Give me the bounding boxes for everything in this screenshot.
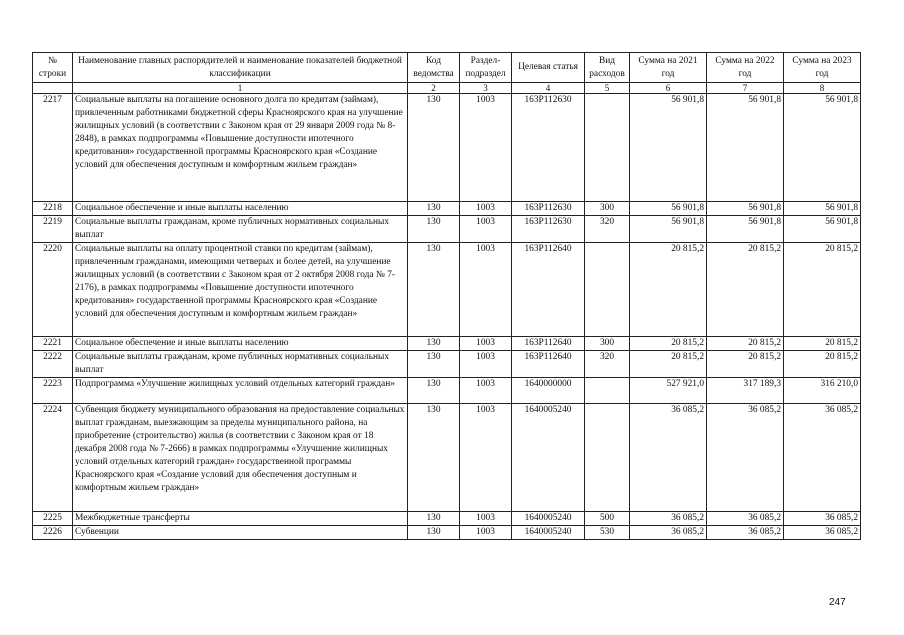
row-section: 1003 bbox=[460, 337, 512, 351]
row-expense-type bbox=[585, 94, 630, 202]
table-row bbox=[33, 216, 861, 243]
row-expense-type: 320 bbox=[585, 351, 630, 378]
row-target-article: 1640005240 bbox=[512, 526, 585, 540]
row-sum-2022: 20 815,2 bbox=[707, 243, 784, 337]
table-row bbox=[33, 404, 861, 512]
column-number: 4 bbox=[512, 83, 585, 94]
row-sum-2022: 56 901,8 bbox=[707, 216, 784, 243]
row-expense-type: 320 bbox=[585, 216, 630, 243]
row-expense-type: 500 bbox=[585, 512, 630, 526]
row-sum-2022: 36 085,2 bbox=[707, 512, 784, 526]
row-name: Социальные выплаты на оплату процентной ставки по кредитам (займам), привлеченным гражданами, имеющими четверых и более детей, на улучшение жилищных условий (в соответствии с Законом края от 2 октября 2008 года № 7-2176), в рамках подпрограммы «Повышение доступности ипотечного кредитования» государственной программы Красноярского края «Создание условий для обеспечения доступным и комфортным жильем граждан» bbox=[73, 243, 408, 337]
row-name: Социальное обеспечение и иные выплаты населению bbox=[73, 202, 408, 216]
row-sum-2021: 36 085,2 bbox=[630, 526, 707, 540]
row-number: 2222 bbox=[33, 351, 73, 378]
header-row-number: № строки bbox=[33, 53, 73, 83]
row-expense-type: 530 bbox=[585, 526, 630, 540]
header-sum-2021: Сумма на 2021 год bbox=[630, 53, 707, 83]
row-section: 1003 bbox=[460, 351, 512, 378]
header-section: Раздел-подраздел bbox=[460, 53, 512, 83]
row-section: 1003 bbox=[460, 216, 512, 243]
row-name: Подпрограмма «Улучшение жилищных условий отдельных категорий граждан» bbox=[73, 378, 408, 404]
row-department-code: 130 bbox=[408, 378, 460, 404]
column-number: 1 bbox=[73, 83, 408, 94]
row-department-code: 130 bbox=[408, 202, 460, 216]
row-expense-type bbox=[585, 404, 630, 512]
row-sum-2021: 36 085,2 bbox=[630, 512, 707, 526]
row-name: Социальное обеспечение и иные выплаты населению bbox=[73, 337, 408, 351]
table-row bbox=[33, 378, 861, 404]
row-number: 2224 bbox=[33, 404, 73, 512]
table-row bbox=[33, 243, 861, 337]
row-sum-2021: 20 815,2 bbox=[630, 351, 707, 378]
row-number: 2219 bbox=[33, 216, 73, 243]
row-name: Социальные выплаты гражданам, кроме публичных нормативных социальных выплат bbox=[73, 351, 408, 378]
row-expense-type: 300 bbox=[585, 202, 630, 216]
header-expense-type: Вид расходов bbox=[585, 53, 630, 83]
row-section: 1003 bbox=[460, 404, 512, 512]
row-department-code: 130 bbox=[408, 526, 460, 540]
table-row bbox=[33, 512, 861, 526]
row-sum-2022: 20 815,2 bbox=[707, 351, 784, 378]
row-number: 2225 bbox=[33, 512, 73, 526]
row-department-code: 130 bbox=[408, 404, 460, 512]
row-department-code: 130 bbox=[408, 337, 460, 351]
row-sum-2022: 56 901,8 bbox=[707, 94, 784, 202]
row-sum-2022: 36 085,2 bbox=[707, 526, 784, 540]
row-target-article: 163P112630 bbox=[512, 202, 585, 216]
row-section: 1003 bbox=[460, 526, 512, 540]
row-department-code: 130 bbox=[408, 216, 460, 243]
row-sum-2021: 527 921,0 bbox=[630, 378, 707, 404]
row-sum-2022: 56 901,8 bbox=[707, 202, 784, 216]
row-name: Социальные выплаты на погашение основного долга по кредитам (займам), привлеченным работниками бюджетной сферы Красноярского края на улучшение жилищных условий (в соответствии с Законом края от 29 января 2009 года № 8-2848), в рамках подпрограммы «Повышение доступности ипотечного кредитования» государственной программы Красноярского края «Создание условий для обеспечения доступным и комфортным жильем граждан» bbox=[73, 94, 408, 202]
table-row bbox=[33, 202, 861, 216]
row-department-code: 130 bbox=[408, 243, 460, 337]
row-sum-2023: 36 085,2 bbox=[784, 512, 861, 526]
column-number: 3 bbox=[460, 83, 512, 94]
row-department-code: 130 bbox=[408, 351, 460, 378]
column-number bbox=[33, 83, 73, 94]
column-number: 6 bbox=[630, 83, 707, 94]
row-sum-2023: 36 085,2 bbox=[784, 404, 861, 512]
row-target-article: 1640000000 bbox=[512, 378, 585, 404]
row-number: 2223 bbox=[33, 378, 73, 404]
row-sum-2021: 56 901,8 bbox=[630, 216, 707, 243]
row-section: 1003 bbox=[460, 378, 512, 404]
row-sum-2021: 36 085,2 bbox=[630, 404, 707, 512]
header-sum-2022: Сумма на 2022 год bbox=[707, 53, 784, 83]
row-number: 2217 bbox=[33, 94, 73, 202]
column-number: 8 bbox=[784, 83, 861, 94]
row-name: Социальные выплаты гражданам, кроме публичных нормативных социальных выплат bbox=[73, 216, 408, 243]
row-section: 1003 bbox=[460, 243, 512, 337]
row-sum-2022: 20 815,2 bbox=[707, 337, 784, 351]
row-sum-2022: 317 189,3 bbox=[707, 378, 784, 404]
row-expense-type: 300 bbox=[585, 337, 630, 351]
row-number: 2226 bbox=[33, 526, 73, 540]
row-section: 1003 bbox=[460, 202, 512, 216]
row-number: 2220 bbox=[33, 243, 73, 337]
column-number: 5 bbox=[585, 83, 630, 94]
row-target-article: 163P112640 bbox=[512, 243, 585, 337]
row-target-article: 1640005240 bbox=[512, 512, 585, 526]
row-expense-type bbox=[585, 378, 630, 404]
row-sum-2021: 56 901,8 bbox=[630, 94, 707, 202]
column-number-row bbox=[33, 83, 861, 94]
row-department-code: 130 bbox=[408, 94, 460, 202]
row-sum-2023: 56 901,8 bbox=[784, 202, 861, 216]
column-number: 7 bbox=[707, 83, 784, 94]
row-name: Межбюджетные трансферты bbox=[73, 512, 408, 526]
row-section: 1003 bbox=[460, 512, 512, 526]
table-row bbox=[33, 94, 861, 202]
row-sum-2023: 36 085,2 bbox=[784, 526, 861, 540]
row-sum-2023: 56 901,8 bbox=[784, 94, 861, 202]
row-sum-2021: 20 815,2 bbox=[630, 243, 707, 337]
row-sum-2022: 36 085,2 bbox=[707, 404, 784, 512]
row-sum-2023: 20 815,2 bbox=[784, 337, 861, 351]
row-target-article: 163P112630 bbox=[512, 94, 585, 202]
row-target-article: 163P112640 bbox=[512, 351, 585, 378]
header-target-article: Целевая статья bbox=[512, 53, 585, 83]
budget-table bbox=[32, 52, 861, 540]
header-name: Наименование главных распорядителей и наименование показателей бюджетной классификации bbox=[73, 53, 408, 83]
row-target-article: 1640005240 bbox=[512, 404, 585, 512]
column-number: 2 bbox=[408, 83, 460, 94]
header-department-code: Код ведомства bbox=[408, 53, 460, 83]
row-number: 2218 bbox=[33, 202, 73, 216]
row-sum-2023: 20 815,2 bbox=[784, 351, 861, 378]
table-body bbox=[33, 94, 861, 540]
row-department-code: 130 bbox=[408, 512, 460, 526]
row-sum-2021: 20 815,2 bbox=[630, 337, 707, 351]
row-target-article: 163P112630 bbox=[512, 216, 585, 243]
row-sum-2021: 56 901,8 bbox=[630, 202, 707, 216]
row-sum-2023: 316 210,0 bbox=[784, 378, 861, 404]
table-row bbox=[33, 351, 861, 378]
table-row bbox=[33, 526, 861, 540]
row-number: 2221 bbox=[33, 337, 73, 351]
row-name: Субвенция бюджету муниципального образования на предоставление социальных выплат гражданам, выезжающим за пределы муниципального района, на приобретение (строительство) жилья (в соответствии с Законом края от 18 декабря 2008 года № 7-2666) в рамках подпрограммы «Улучшение жилищных условий отдельных категорий граждан» государственной программы Красноярского края «Создание условий для обеспечения доступным и комфортным жильем граждан» bbox=[73, 404, 408, 512]
row-name: Субвенции bbox=[73, 526, 408, 540]
row-sum-2023: 56 901,8 bbox=[784, 216, 861, 243]
page-number: 247 bbox=[829, 597, 846, 608]
row-sum-2023: 20 815,2 bbox=[784, 243, 861, 337]
row-target-article: 163P112640 bbox=[512, 337, 585, 351]
table-row bbox=[33, 337, 861, 351]
row-expense-type bbox=[585, 243, 630, 337]
header-sum-2023: Сумма на 2023 год bbox=[784, 53, 861, 83]
row-section: 1003 bbox=[460, 94, 512, 202]
header-row bbox=[33, 53, 861, 83]
